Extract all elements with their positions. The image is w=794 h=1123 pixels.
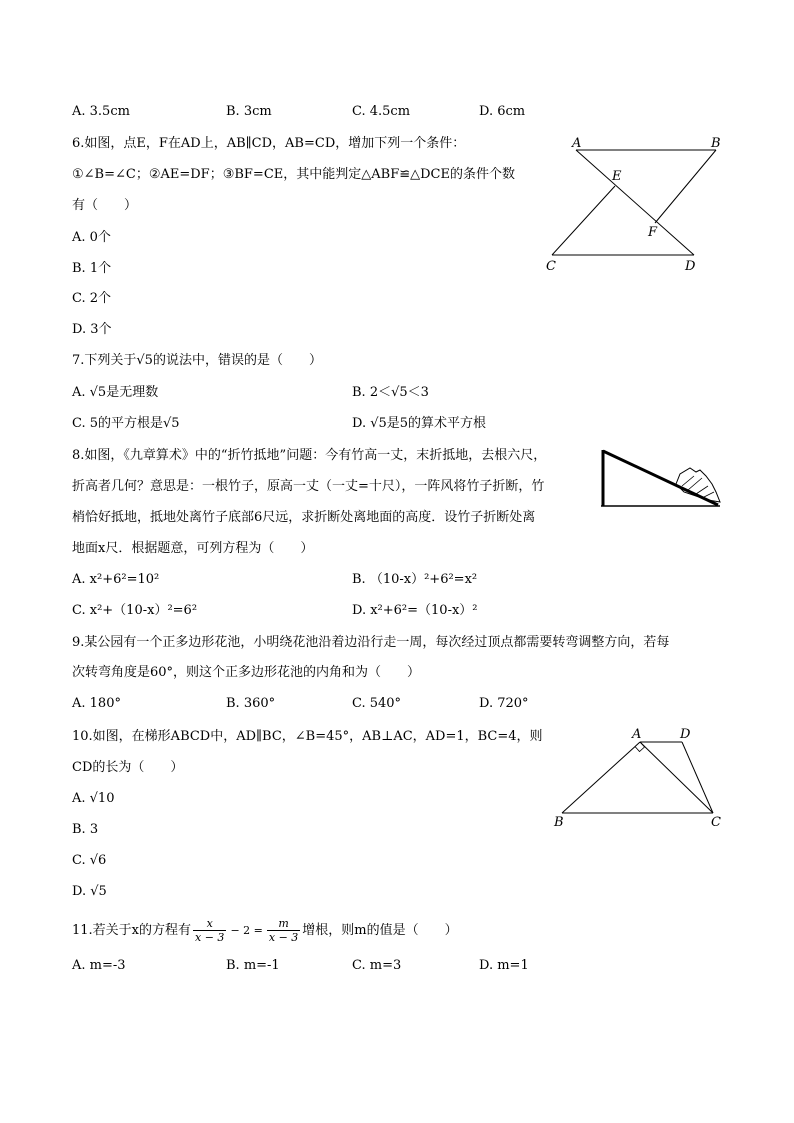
q9-stem-line2: 次转弯角度是60°，则这个正多边形花池的内角和为（ ） — [72, 665, 421, 680]
q8-stem-line4: 地面x尺．根据题意，可列方程为（ ） — [72, 541, 314, 556]
q11-option-c: C. m=3 — [352, 958, 402, 973]
q11-stem-middle: − 2 = — [230, 924, 263, 937]
q5-option-a: A. 3.5cm — [72, 104, 130, 119]
q9-option-c: C. 540° — [352, 696, 402, 711]
q7-option-b: B. 2＜√5＜3 — [352, 385, 429, 400]
q6-label-f: F — [648, 225, 658, 240]
q11-fraction-2-denominator: x − 3 — [268, 931, 299, 944]
q10-stem-line2: CD的长为（ ） — [72, 760, 184, 775]
q9-option-b: B. 360° — [226, 696, 276, 711]
q10-option-a: A. √10 — [72, 791, 115, 806]
q11-option-d: D. m=1 — [479, 958, 529, 973]
q11-fraction-1-denominator: x − 3 — [195, 931, 225, 944]
q8-stem-line3: 梢恰好抵地，抵地处离竹子底部6尺远，求折断处离地面的高度．设竹子折断处离 — [72, 510, 536, 525]
q5-option-d: D. 6cm — [479, 104, 526, 119]
q7-option-a: A. √5是无理数 — [72, 385, 159, 400]
q8-stem-line2: 折高者几何？意思是：一根竹子，原高一丈（一丈=十尺），一阵风将竹子折断，竹 — [72, 479, 545, 494]
q10-label-a: A — [632, 727, 642, 742]
q10-option-d: D. √5 — [72, 884, 107, 899]
q6-option-b: B. 1个 — [72, 261, 112, 276]
q11-stem — [72, 916, 458, 946]
q11-stem-suffix: 增根，则m的值是（ ） — [302, 923, 458, 938]
q10-label-c: C — [711, 815, 721, 830]
q6-option-a: A. 0个 — [72, 230, 111, 245]
q11-fraction-2 — [267, 917, 300, 944]
q10-option-c: C. √6 — [72, 853, 107, 868]
q6-label-d: D — [685, 259, 696, 274]
q8-option-a: A. x²+6²=10² — [72, 572, 160, 587]
q10-option-b: B. 3 — [72, 822, 99, 837]
q9-option-d: D. 720° — [479, 696, 529, 711]
q5-option-c: C. 4.5cm — [352, 104, 411, 119]
q6-label-e: E — [612, 169, 622, 184]
q10-label-d: D — [680, 727, 691, 742]
q9-option-a: A. 180° — [72, 696, 121, 711]
q8-stem-line1: 8.如图，《九章算术》中的“折竹抵地”问题：今有竹高一丈，末折抵地，去根六尺， — [72, 448, 547, 463]
q6-option-d: D. 3个 — [72, 322, 112, 337]
q8-option-c: C. x²+（10-x）²=6² — [72, 603, 198, 618]
q6-option-c: C. 2个 — [72, 291, 112, 306]
q11-fraction-2-numerator: m — [267, 917, 300, 931]
q11-option-b: B. m=-1 — [226, 958, 280, 973]
q11-option-a: A. m=-3 — [72, 958, 126, 973]
q6-stem-line2: ①∠B=∠C；②AE=DF；③BF=CE，其中能判定△ABF≌△DCE的条件个数 — [72, 167, 515, 182]
q7-stem: 7.下列关于√5的说法中，错误的是（ ） — [72, 353, 322, 368]
q6-figure — [540, 130, 740, 284]
q6-stem-line3: 有（ ） — [72, 198, 138, 213]
q6-label-a: A — [572, 136, 582, 151]
q10-label-b: B — [554, 815, 564, 830]
q10-trapezoid-figure — [550, 722, 730, 836]
q10-stem-line1: 10.如图，在梯形ABCD中，AD∥BC，∠B=45°，AB⊥AC，AD=1，BC=4，则 — [72, 729, 543, 744]
q6-label-b: B — [711, 136, 721, 151]
q8-bamboo-figure — [598, 446, 728, 514]
q7-option-d: D. √5是5的算术平方根 — [352, 416, 487, 431]
q6-label-c: C — [546, 259, 556, 274]
q5-option-b: B. 3cm — [226, 104, 272, 119]
q11-stem-prefix: 11.若关于x的方程有 — [72, 923, 192, 938]
q9-stem-line1: 9.某公园有一个正多边形花池，小明绕花池沿着边沿行走一周，每次经过顶点都需要转弯调整方向，若每 — [72, 635, 670, 650]
q8-option-b: B. （10-x）²+6²=x² — [352, 572, 478, 587]
q8-option-d: D. x²+6²=（10-x）² — [352, 603, 478, 618]
q7-option-c: C. 5的平方根是√5 — [72, 416, 180, 431]
q11-fraction-1 — [193, 917, 226, 944]
q11-fraction-1-numerator: x — [193, 917, 226, 931]
q6-stem-line1: 6.如图，点E，F在AD上，AB∥CD，AB=CD，增加下列一个条件： — [72, 136, 466, 151]
